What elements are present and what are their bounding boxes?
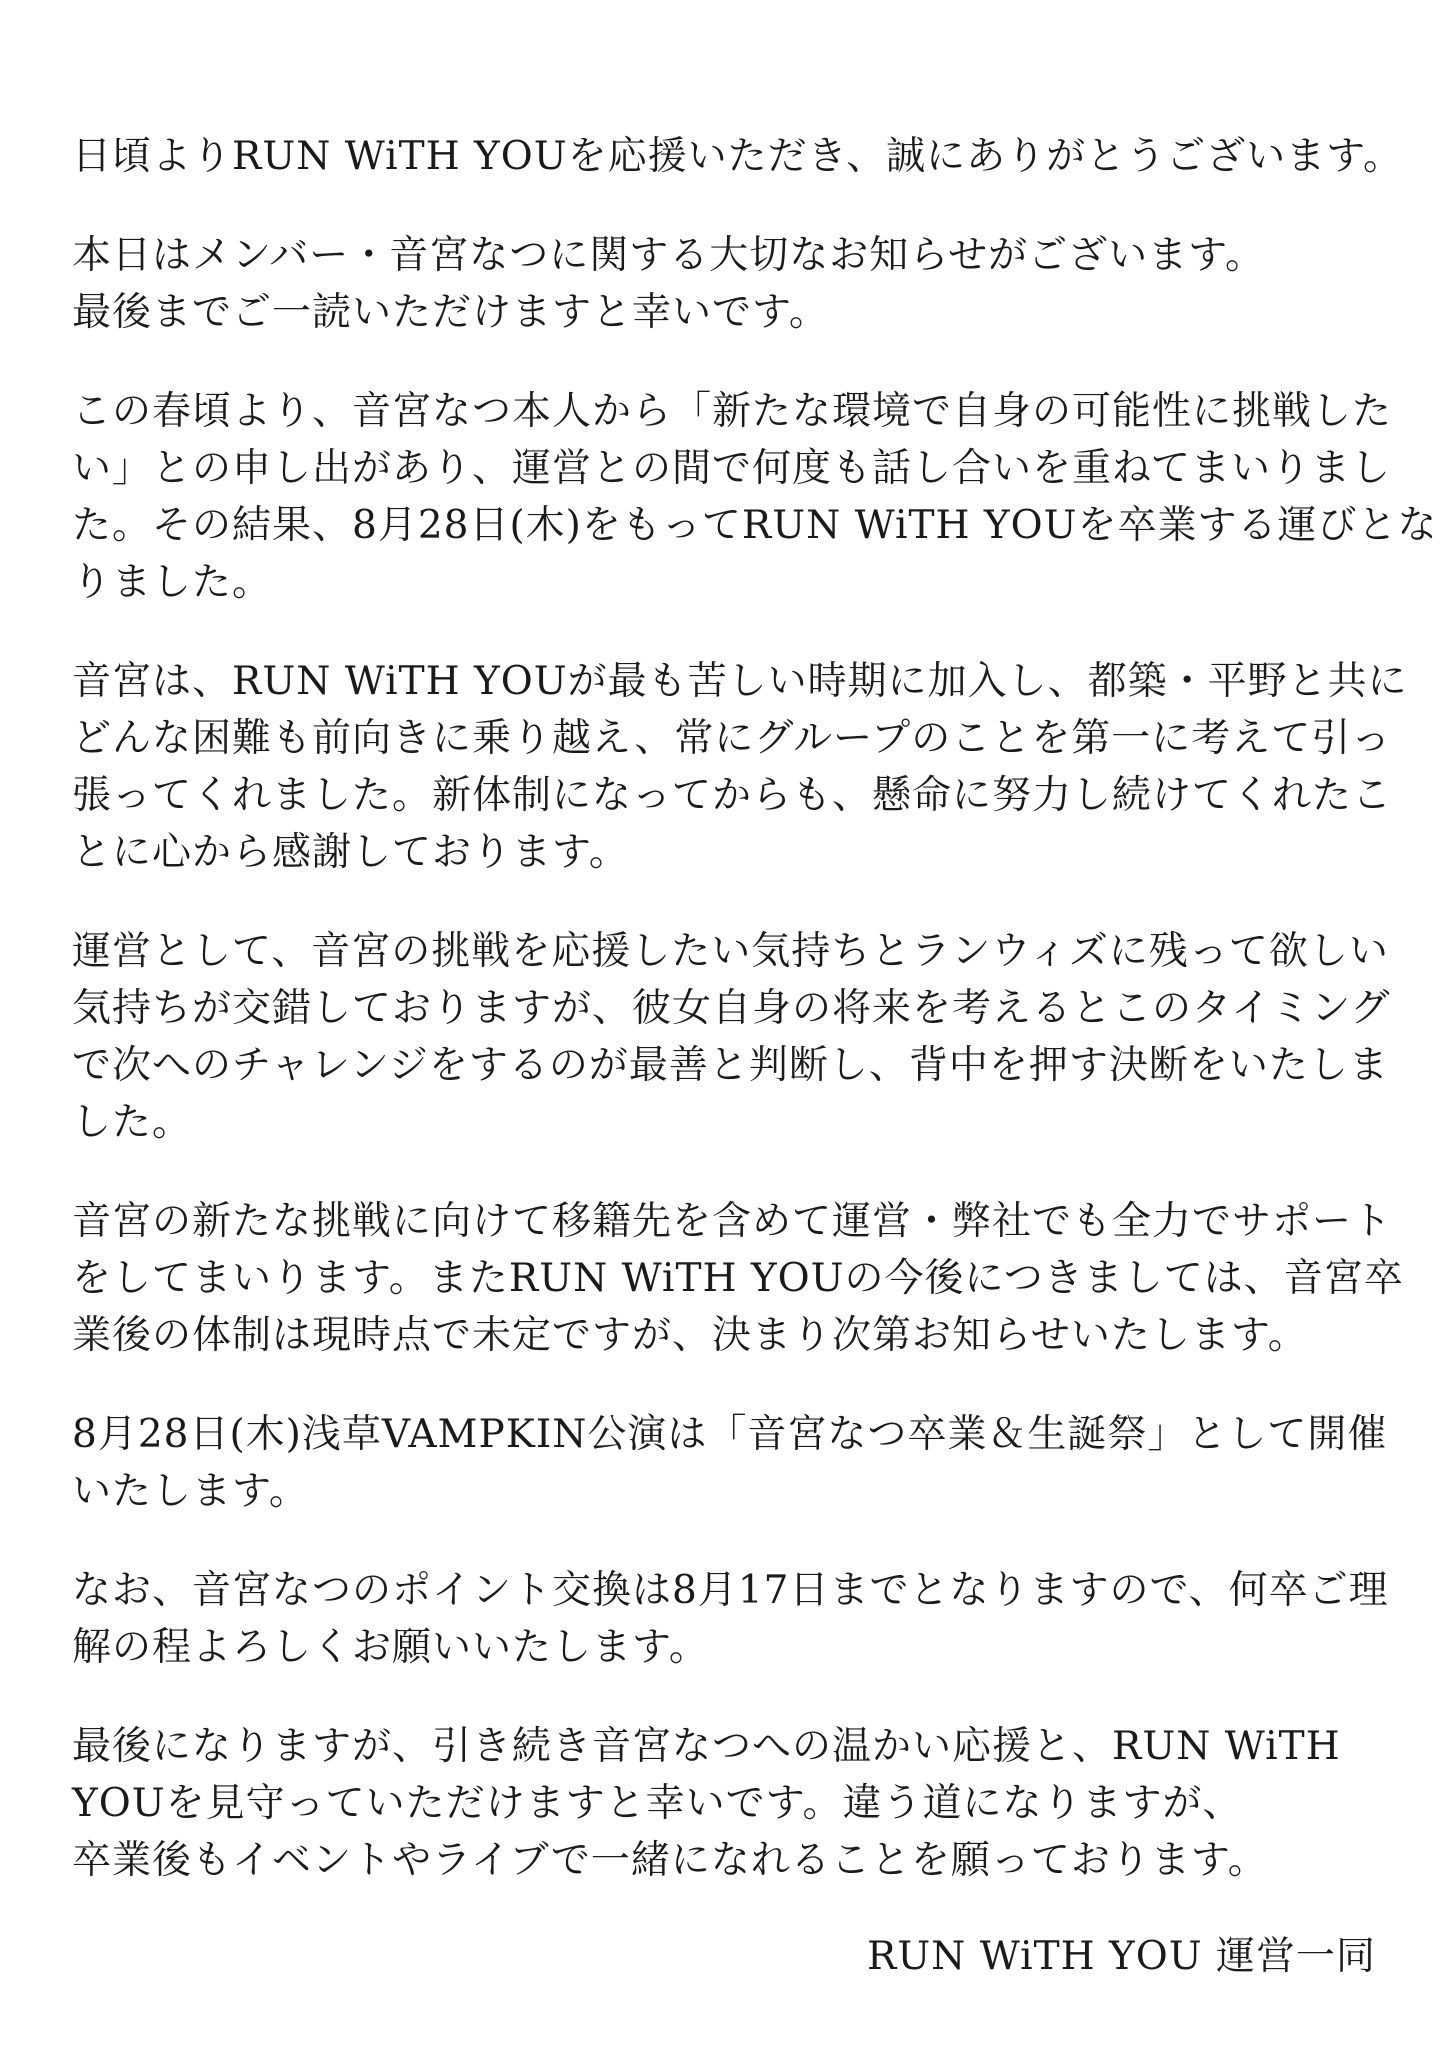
text-line: をしてまいります。またRUN WiTH YOUの今後につきましては、音宮卒 — [72, 1256, 1404, 1301]
text-line: 音宮は、RUN WiTH YOUが最も苦しい時期に加入し、都築・平野と共に — [72, 659, 1408, 704]
paragraph-event-info — [72, 1406, 1388, 1520]
paragraph-notice-intro — [72, 227, 1372, 341]
announcement-body — [72, 128, 1438, 1931]
text-line: 卒業後もイベントやライブで一緒になれることを願っております。 — [72, 1838, 1268, 1883]
paragraph-management-decision — [72, 923, 1391, 1151]
text-line: 音宮の新たな挑戦に向けて移籍先を含めて運営・弊社でも全力でサポート — [72, 1199, 1393, 1244]
text-line: 気持ちが交錯しておりますが、彼女自身の将来を考えるとこのタイミング — [72, 986, 1391, 1031]
text-line: した。 — [72, 1100, 193, 1145]
text-line: い」との申し出があり、運営との間で何度も話し合いを重ねてまいりまし — [72, 446, 1392, 491]
text-line: とに心から感謝しております。 — [72, 830, 629, 875]
text-line: なお、音宮なつのポイント交換は8月17日までとなりますので、何卒ご理 — [72, 1568, 1389, 1613]
text-line: いたします。 — [72, 1469, 309, 1514]
paragraph-greeting — [72, 128, 1403, 185]
text-line: りました。 — [72, 560, 273, 605]
text-line: この春頃より、音宮なつ本人から「新たな環境で自身の可能性に挑戦した — [72, 389, 1393, 434]
text-line: 解の程よろしくお願いいたします。 — [72, 1625, 709, 1670]
paragraph-point-exchange — [72, 1562, 1389, 1676]
paragraph-gratitude — [72, 653, 1408, 881]
text-line: 日頃よりRUN WiTH YOUを応援いただき、誠にありがとうございます。 — [72, 134, 1403, 179]
text-line: YOUを見守っていただけますと幸いです。違う道になりますが、 — [72, 1781, 1243, 1826]
text-line: どんな困難も前向きに乗り越え、常にグループのことを第一に考えて引っ — [72, 716, 1392, 761]
paragraph-support-and-future — [72, 1193, 1404, 1364]
text-line: た。その結果、8月28日(木)をもってRUN WiTH YOUを卒業する運びとな — [72, 503, 1438, 548]
paragraph-graduation-announcement — [72, 383, 1438, 611]
text-line: 業後の体制は現時点で未定ですが、決まり次第お知らせいたします。 — [72, 1313, 1308, 1358]
text-line: 張ってくれました。新体制になってからも、懸命に努力し続けてくれたこ — [72, 773, 1393, 818]
paragraph-closing — [72, 1718, 1372, 1889]
text-line: 最後になりますが、引き続き音宮なつへの温かい応援と、RUN WiTH — [72, 1724, 1341, 1769]
text-line: 8月28日(木)浅草VAMPKIN公演は「音宮なつ卒業＆生誕祭」として開催 — [72, 1412, 1388, 1457]
text-line: 最後までご一読いただけますと幸いです。 — [72, 290, 829, 335]
text-line: 本日はメンバー・音宮なつに関する大切なお知らせがございます。 — [72, 233, 1265, 278]
text-line: で次へのチャレンジをするのが最善と判断し、背中を押す決断をいたしま — [72, 1043, 1389, 1088]
text-line: 運営として、音宮の挑戦を応援したい気持ちとランウィズに残って欲しい — [72, 929, 1389, 974]
signature: RUN WiTH YOU 運営一同 — [866, 1934, 1376, 1979]
